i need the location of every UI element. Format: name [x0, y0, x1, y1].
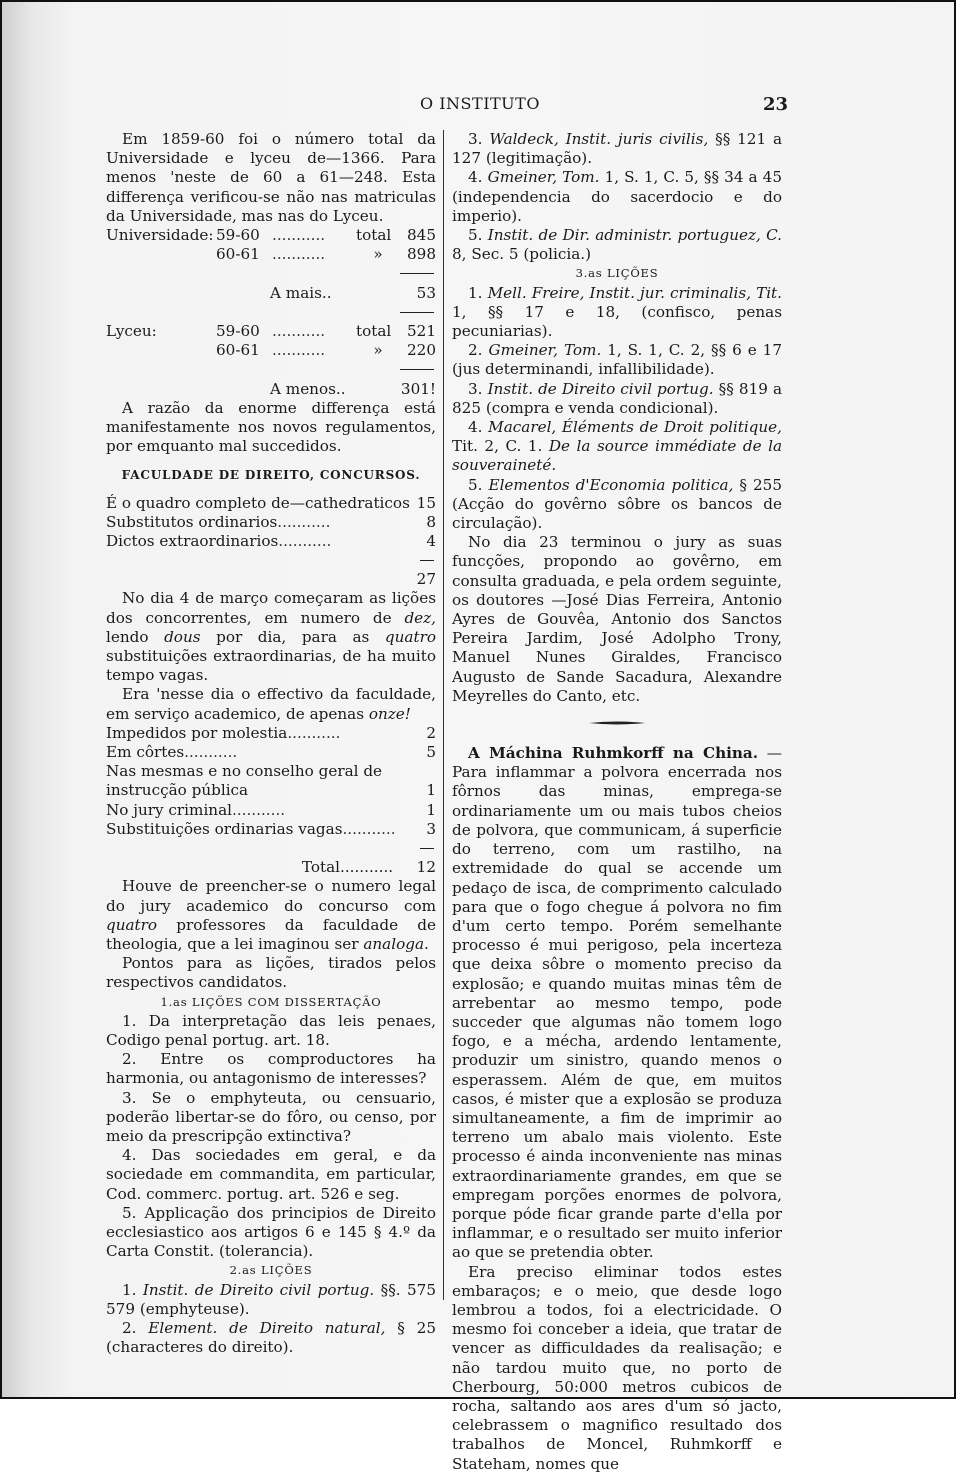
houve-paragraph: Houve de preencher-se o numero legal do jury academico do concurso com quatro professores da faculdade de theologia, que a lei imaginou ser analoga.	[106, 877, 436, 953]
leader-dots: ...........	[272, 245, 326, 264]
total-label: Total	[301, 858, 340, 877]
total-value: 12	[416, 858, 436, 877]
stat-value: 220	[407, 341, 436, 360]
page-number: 23	[762, 94, 788, 115]
article-title: A Máchina Ruhmkorff na China.	[468, 744, 759, 763]
stat-value: 898	[407, 245, 436, 264]
licoes2-heading: 2.as LIÇÕES	[229, 1263, 313, 1278]
page-header	[2, 94, 956, 120]
pontos-paragraph: Pontos para as lições, tirados pelos respectivos candidatos.	[106, 954, 436, 992]
licao-item: 2. Element. de Direito natural, § 25 (characteres do direito).	[106, 1319, 436, 1357]
licao-item: 4. Gmeiner, Tom. 1, S. 1, C. 5, §§ 34 a 45 (independencia do sacerdocio e do imperio).	[452, 168, 782, 225]
licao-item: 4. Macarel, Éléments de Droit politique, Tit. 2, C. 1. De la source immédiate de la souveraineté.	[452, 418, 782, 475]
difference-label: A mais..	[270, 283, 332, 302]
licoes3-heading: 3.as LIÇÕES	[575, 266, 659, 281]
list-label: É o quadro completo de—cathedraticos	[106, 493, 410, 512]
stat-label: Universidade:	[106, 226, 214, 245]
list-value: 5	[426, 743, 436, 762]
razao-paragraph: A razão da enorme differença está manifestamente nos novos regulamentos, por emquanto mal succedidos.	[106, 398, 436, 456]
list-row	[106, 762, 436, 800]
impedidos-table	[106, 724, 436, 878]
list-row	[106, 820, 436, 839]
licao-item: 5. Applicação dos principios de Direito ecclesiastico aos artigos 6 e 145 § 4.º da Carta Constit. (tolerancia).	[106, 1203, 436, 1261]
dia4-paragraph: No dia 4 de março começaram as lições dos concorrentes, em numero de dez, lendo dous por dia, para as quatro substituições extraordinarias, de ha muito tempo vagas.	[106, 589, 436, 685]
list-label: Em côrtes	[106, 743, 185, 762]
total-row	[106, 570, 436, 589]
sum-rule	[106, 360, 436, 379]
dia23-paragraph: No dia 23 terminou o jury as suas funcções, propondo ao govêrno, em consulta graduada, e pela ordem seguinte, os doutores —José Dias Ferreira, Antonio Ayres de Gouvêa, Antonio dos Sanctos Pereira Jardim, José Adolpho Trony, Manuel Nunes Giraldes, Francisco Augusto de Sande Sacadura, Alexandre Meyrelles do Canto, etc.	[452, 533, 782, 705]
difference-row	[106, 284, 436, 303]
leader-dots: ...........	[287, 723, 341, 742]
sum-rule	[106, 264, 436, 283]
list-value: 4	[426, 531, 436, 550]
list-label: Nas mesmas e no conselho geral de instrucção pública	[106, 762, 383, 800]
licoes1-heading: 1.as LIÇÕES COM DISSERTAÇÃO	[160, 994, 382, 1009]
stat-year: 60-61	[216, 245, 260, 264]
stat-kind: »	[373, 245, 383, 264]
stat-year: 59-60	[216, 226, 260, 245]
sum-rule	[106, 303, 436, 322]
stat-row	[106, 322, 436, 341]
list-value: 3	[426, 819, 436, 838]
stat-value: 845	[407, 226, 436, 245]
list-row	[106, 494, 436, 513]
list-value: 8	[426, 512, 436, 531]
stat-year: 60-61	[216, 341, 260, 360]
licao-item: 5. Instit. de Dir. administr. portuguez, C. 8, Sec. 5 (policia.)	[452, 226, 782, 264]
list-row	[106, 513, 436, 532]
leader-dots: ...........	[184, 743, 238, 762]
era-paragraph: Era 'nesse dia o effectivo da faculdade, em serviço academico, de apenas onze!	[106, 685, 436, 723]
leader-dots: ...........	[277, 512, 331, 531]
intro-paragraph: Em 1859-60 foi o número total da Universidade e lyceu de—1366. Para menos 'neste de 60 a 61—248. Esta differença verificou-se não nas matriculas da Universidade, mas nas do Lyceu.	[106, 130, 436, 225]
stat-value: 521	[407, 321, 436, 340]
list-row	[106, 532, 436, 551]
right-column	[452, 130, 782, 1474]
left-column	[106, 130, 436, 1357]
stat-row	[106, 341, 436, 360]
difference-row	[106, 380, 436, 399]
total-row	[106, 858, 436, 877]
list-value: 1	[426, 781, 436, 800]
machina-paragraph: A Máchina Ruhmkorff na China. — Para inflammar a polvora encerrada nos fôrnos das minas, emprega-se ordinariamente um ou mais tubos cheios de polvora, que communicam, á superficie do terreno, com um rastilho, na extremidade do qual se accende um pedaço de isca, de comprimento calculado para que o fogo chegue á polvora no fim d'um certo tempo. Porém semelhante processo é mui perigoso, pela incerteza que deixa sôbre o momento preciso da explosão; e quando muitas minas têm de arrebentar ao mesmo tempo, pode succeder que algumas não tomem logo fogo, e a mécha, ardendo lentamente, produzir um sinistro, quando menos o esperassem. Além de que, em muitos casos, é mister que a explosão se produza simultaneamente, a fim de imprimir ao terreno um abalo mais violento. Este processo é ainda inconveniente nas minas extraordinariamente grandes, em que se empregam porções enormes de polvora, porque póde ficar grande parte d'ella por inflammar, e o resultado ser muito inferior ao que se pretendia obter.	[452, 744, 782, 1262]
section-ornament	[587, 720, 647, 726]
stat-label: Lyceu:	[106, 321, 157, 340]
leader-dots: ...........	[340, 858, 394, 877]
list-value: 2	[426, 723, 436, 742]
leader-dots: ...........	[272, 341, 326, 360]
list-label: Impedidos por molestia	[106, 723, 288, 742]
difference-value: 53	[416, 283, 436, 302]
difference-value: 301!	[400, 379, 436, 398]
stat-kind: total	[356, 226, 392, 245]
licao-item: 2. Gmeiner, Tom. 1, S. 1, C. 2, §§ 6 e 17 (jus determinandi, infallibilidade).	[452, 341, 782, 379]
licao-item: 3. Se o emphyteuta, ou censuario, poderão libertar-se do fôro, ou censo, por meio da prescripção extinctiva?	[106, 1088, 436, 1146]
sum-rule	[106, 839, 436, 858]
list-value: 15	[416, 493, 436, 512]
list-row	[106, 801, 436, 820]
list-row	[106, 743, 436, 762]
licao-item: 3. Waldeck, Instit. juris civilis, §§ 121 a 127 (legitimação).	[452, 130, 783, 168]
list-row	[106, 724, 436, 743]
leader-dots: ...........	[342, 819, 396, 838]
section-heading: FACULDADE DE DIREITO, CONCURSOS.	[121, 468, 421, 483]
licao-item: 1. Instit. de Direito civil portug. §§. 575 579 (emphyteuse).	[106, 1280, 436, 1318]
leader-dots: ...........	[272, 226, 326, 245]
list-label: Substituições ordinarias vagas	[106, 819, 343, 838]
list-label: Dictos extraordinarios	[106, 531, 279, 550]
licao-item: 4. Das sociedades em geral, e da sociedade em commandita, em particular, Cod. commerc. portug. art. 526 e seg.	[106, 1146, 436, 1203]
licao-item: 2. Entre os comproductores ha harmonia, ou antagonismo de interesses?	[106, 1050, 436, 1088]
running-head: O INSTITUTO	[420, 94, 540, 113]
leader-dots: ...........	[232, 800, 286, 819]
leader-dots: ...........	[278, 531, 332, 550]
column-divider	[443, 130, 444, 1300]
list-value: 1	[426, 800, 436, 819]
era-preciso-paragraph: Era preciso eliminar todos estes embaraços; e o meio, que desde logo lembrou a todos, foi a electricidade. O mesmo foi conceber a ideia, que tratar de vencer as difficuldades da realisação; e não tardou muito que, no porto de Cherbourg, 50:000 metros cubicos de rocha, saltando aos ares d'um só jacto, celebrassem o magnifico resultado dos trabalhos de Moncel, Ruhmkorff e Stateham, nomes que	[452, 1262, 782, 1473]
leader-dots: ...........	[272, 321, 326, 340]
licao-item: 5. Elementos d'Economia politica, § 255 (Acção do govêrno sôbre os bancos de circulação).	[452, 475, 782, 533]
enrollment-stats	[106, 226, 436, 399]
stat-row	[106, 245, 436, 264]
list-label: Substitutos ordinarios	[106, 512, 278, 531]
stat-row	[106, 226, 436, 245]
sum-rule	[106, 551, 436, 570]
faculty-table	[106, 494, 436, 590]
licao-item: 1. Da interpretação das leis penaes, Codigo penal portug. art. 18.	[106, 1011, 436, 1049]
licao-item: 3. Instit. de Direito civil portug. §§ 819 a 825 (compra e venda condicional).	[452, 379, 783, 417]
list-label: No jury criminal	[106, 800, 232, 819]
difference-label: A menos..	[270, 379, 346, 398]
total-value: 27	[416, 570, 436, 589]
stat-year: 59-60	[216, 321, 260, 340]
licao-item: 1. Mell. Freire, Instit. jur. criminalis, Tit. 1, §§ 17 e 18, (confisco, penas pecuniarias).	[452, 283, 782, 341]
stat-kind: »	[373, 341, 383, 360]
stat-kind: total	[356, 321, 392, 340]
